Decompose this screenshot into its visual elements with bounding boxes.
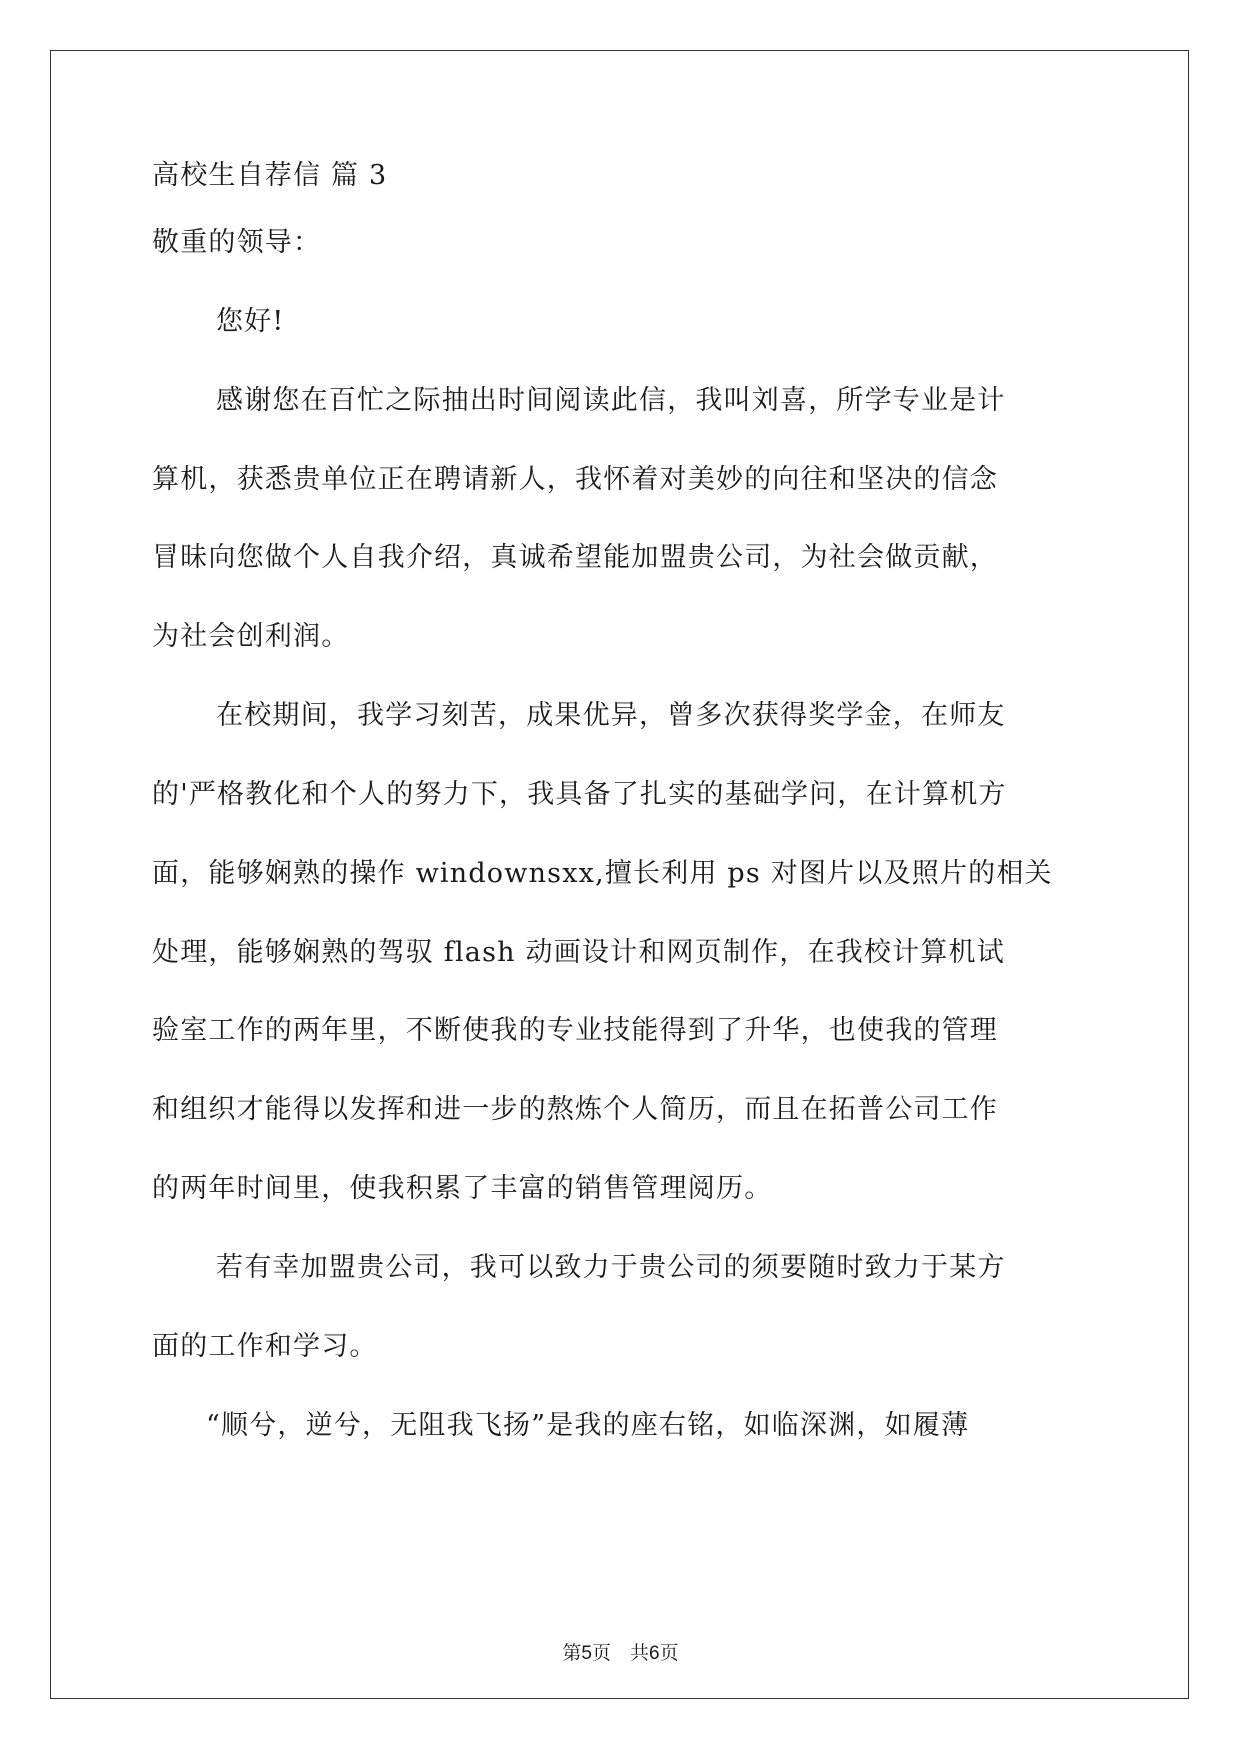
page-mid: 页 共 (591, 1643, 649, 1664)
text-line: 验室工作的两年里，不断使我的专业技能得到了升华，也使我的管理 (152, 1015, 998, 1046)
salutation: 敬重的领导： (152, 227, 322, 258)
page-prefix: 第 (562, 1643, 582, 1664)
page-total: 6 (649, 1643, 660, 1664)
text-line: 的'严格教化和个人的努力下，我具备了扎实的基础学问，在计算机方 (152, 779, 1007, 810)
text-line: 在校期间，我学习刻苦，成果优异，曾多次获得奖学金，在师友 (216, 700, 1006, 731)
text-line: 和组织才能得以发挥和进一步的熬炼个人简历，而且在拓普公司工作 (152, 1094, 998, 1125)
text-line: 若有幸加盟贵公司，我可以致力于贵公司的须要随时致力于某方 (216, 1252, 1006, 1283)
text-line: 算机，获悉贵单位正在聘请新人，我怀着对美妙的向往和坚决的信念 (152, 464, 998, 495)
text-line: “顺兮，逆兮，无阻我飞扬”是我的座右铭，如临深渊，如履薄 (206, 1410, 970, 1441)
page-current: 5 (581, 1643, 592, 1664)
page-footer (0, 1638, 1241, 1665)
text-line: 处理，能够娴熟的驾驭 flash 动画设计和网页制作，在我校计算机试 (152, 937, 1005, 968)
text-line: 冒昧向您做个人自我介绍，真诚希望能加盟贵公司，为社会做贡献， (152, 542, 998, 573)
text-line: 为社会创利润。 (152, 621, 350, 652)
page-suffix: 页 (659, 1643, 679, 1664)
document-title: 高校生自荐信 篇 3 (152, 160, 388, 191)
text-line: 面，能够娴熟的操作 windownsxx,擅长利用 ps 对图片以及照片的相关 (152, 858, 1053, 889)
text-line: 您好! (216, 306, 285, 337)
text-line: 感谢您在百忙之际抽出时间阅读此信，我叫刘喜，所学专业是计 (216, 385, 1006, 416)
text-line: 的两年时间里，使我积累了丰富的销售管理阅历。 (152, 1173, 773, 1204)
text-line: 面的工作和学习。 (152, 1331, 378, 1362)
